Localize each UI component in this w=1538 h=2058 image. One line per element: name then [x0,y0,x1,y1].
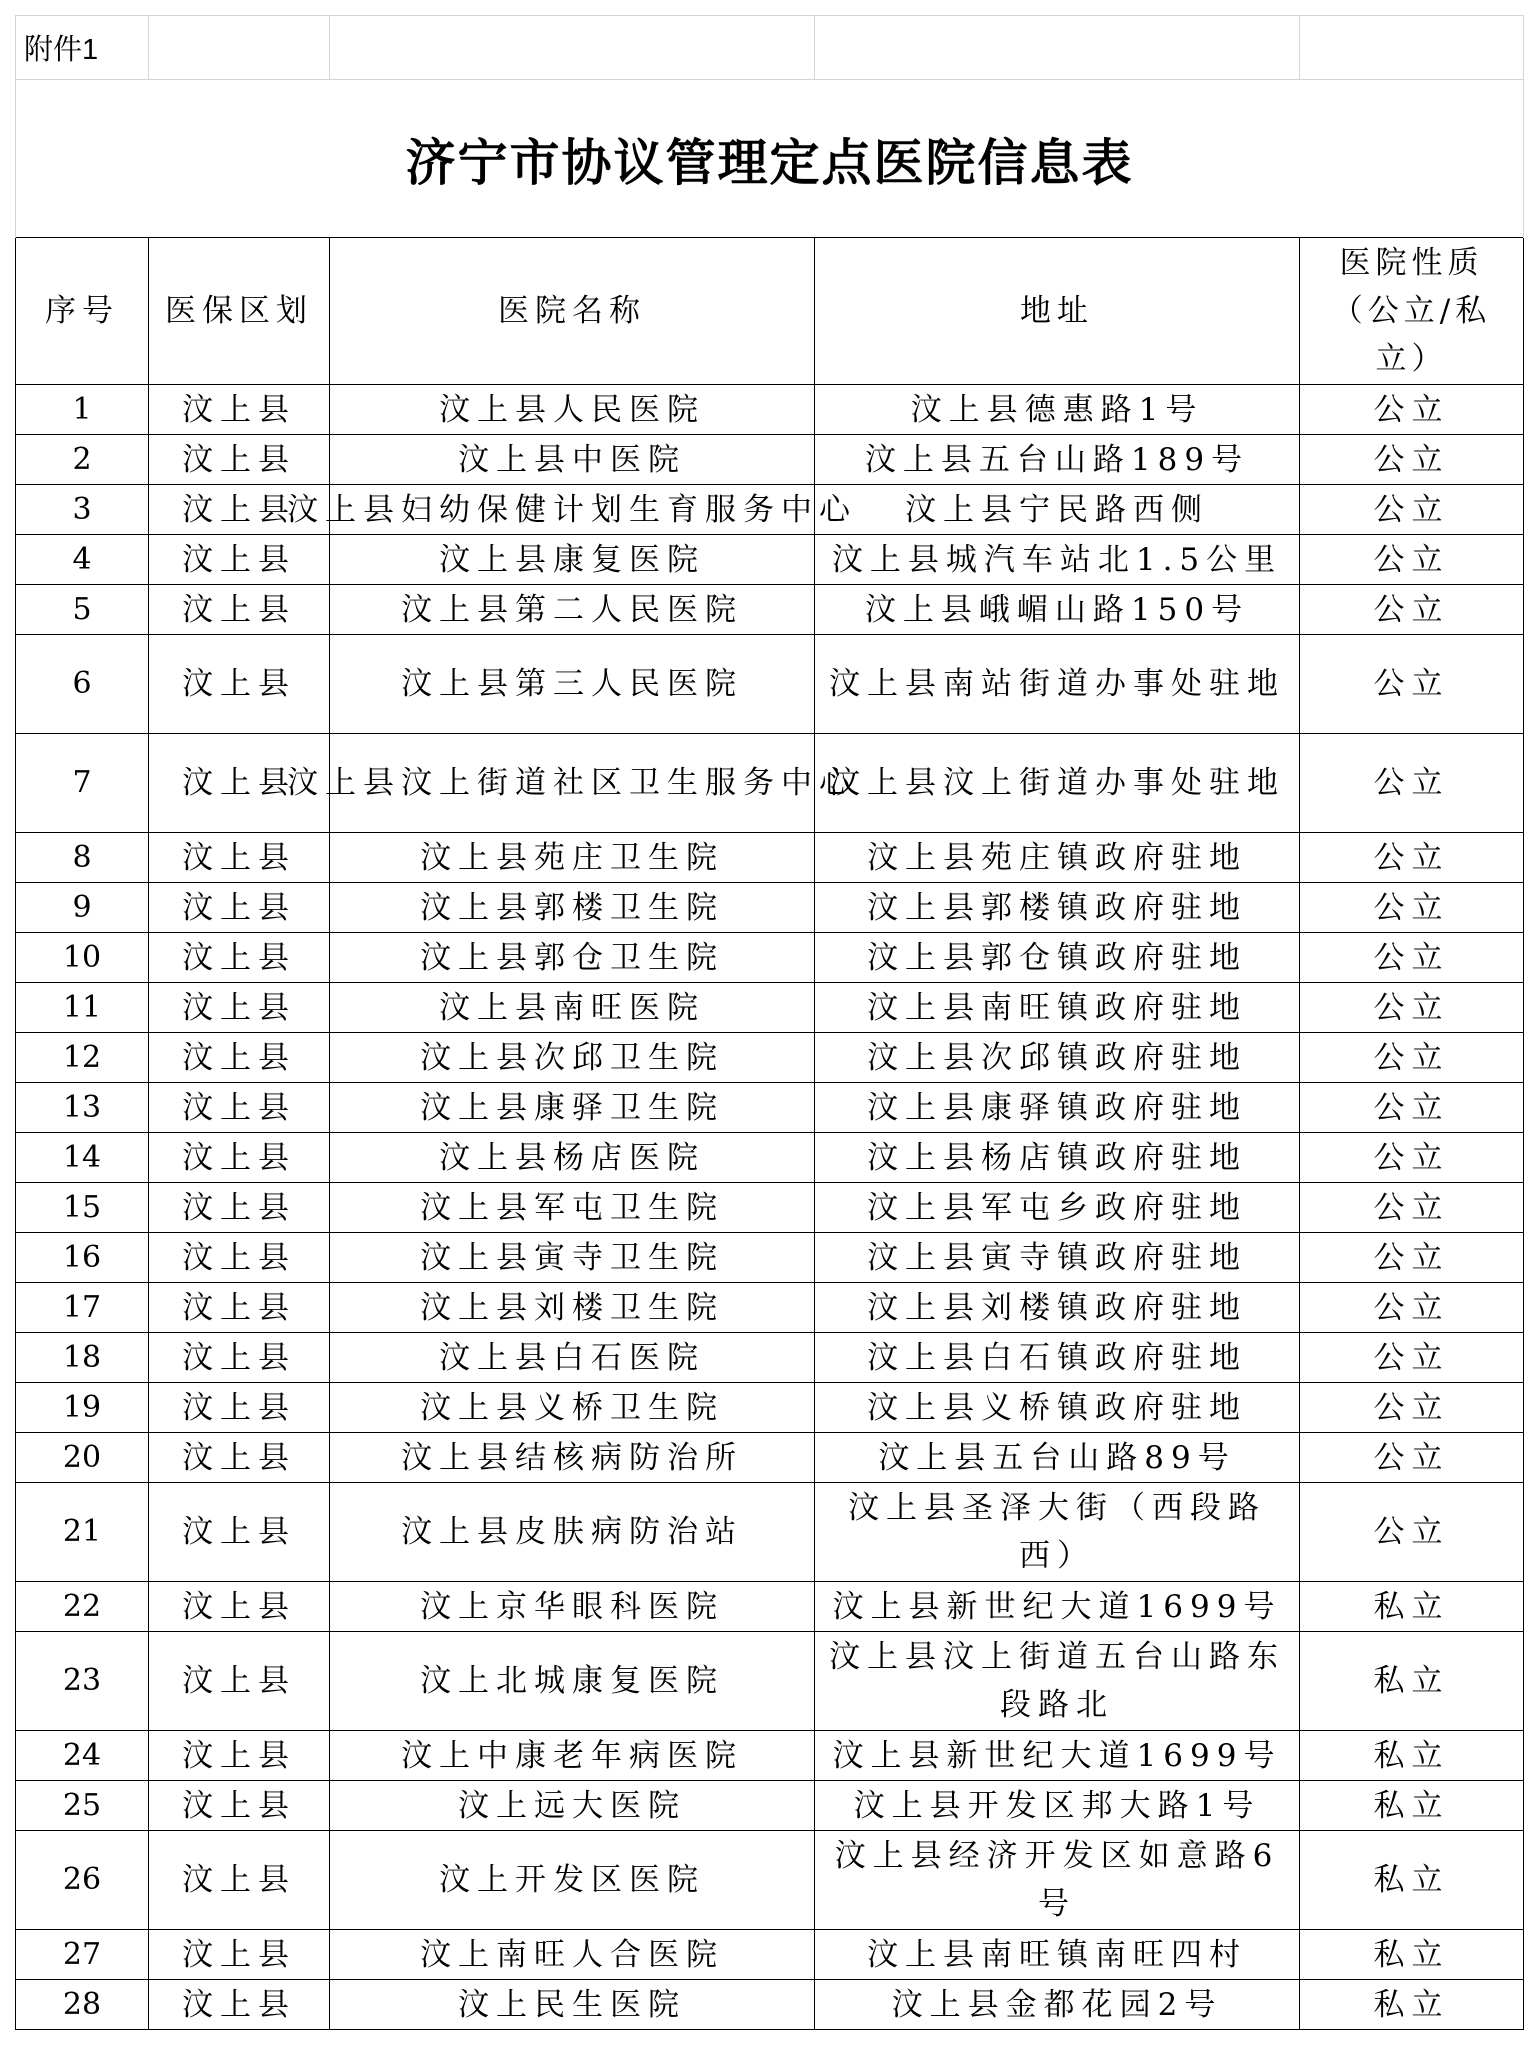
cell-seq: 15 [16,1183,149,1233]
cell-address: 汶上县金都花园2号 [815,1980,1300,2030]
cell-region: 汶上县 [149,535,330,585]
cell-nature: 公立 [1300,1333,1524,1383]
cell-nature: 公立 [1300,585,1524,635]
table-row [16,1483,1524,1582]
cell-hospital-name: 汶上县中医院 [330,435,815,485]
table-row [16,1731,1524,1781]
cell-hospital-name: 汶上县康复医院 [330,535,815,585]
cell-region: 汶上县 [149,1133,330,1183]
cell-address: 汶上县次邱镇政府驻地 [815,1033,1300,1083]
cell-seq: 11 [16,983,149,1033]
table-row [16,1283,1524,1333]
cell-seq: 7 [16,734,149,833]
table-row [16,535,1524,585]
cell-nature: 公立 [1300,1083,1524,1133]
cell-seq: 19 [16,1383,149,1433]
cell-seq: 18 [16,1333,149,1383]
cell-hospital-name: 汶上县白石医院 [330,1333,815,1383]
cell-address: 汶上县郭仓镇政府驻地 [815,933,1300,983]
cell-address: 汶上县刘楼镇政府驻地 [815,1283,1300,1333]
cell-seq: 8 [16,833,149,883]
cell-hospital-name [287,485,857,535]
cell-hospital-name: 汶上县结核病防治所 [330,1433,815,1483]
cell-region: 汶上县 [149,883,330,933]
clip-wrapper [287,486,857,534]
cell-region: 汶上县 [149,1433,330,1483]
table-row [16,1831,1524,1930]
table-row [16,1433,1524,1483]
cell-hospital-name: 汶上县义桥卫生院 [330,1383,815,1433]
cell-seq: 3 [16,485,149,535]
cell-address: 汶上县汶上街道五台山路东段路北 [815,1632,1300,1731]
cell-nature: 公立 [1300,1383,1524,1433]
empty-cell [330,16,815,80]
table-row [16,983,1524,1033]
empty-cell [1300,16,1524,80]
cell-address: 汶上县苑庄镇政府驻地 [815,833,1300,883]
cell-region: 汶上县 [149,1831,330,1930]
cell-address: 汶上县南旺镇南旺四村 [815,1930,1300,1980]
cell-region: 汶上县 [149,385,330,435]
cell-address: 汶上县开发区邦大路1号 [815,1781,1300,1831]
attachment-label: 附件1 [16,16,149,80]
cell-hospital-name: 汶上县皮肤病防治站 [330,1483,815,1582]
cell-region: 汶上县 [149,1083,330,1133]
cell-nature: 公立 [1300,983,1524,1033]
cell-nature: 公立 [1300,1433,1524,1483]
cell-address: 汶上县杨店镇政府驻地 [815,1133,1300,1183]
cell-seq: 20 [16,1433,149,1483]
cell-seq: 6 [16,635,149,734]
cell-seq: 13 [16,1083,149,1133]
cell-nature: 公立 [1300,1183,1524,1233]
cell-hospital-name: 汶上县刘楼卫生院 [330,1283,815,1333]
cell-address: 汶上县军屯乡政府驻地 [815,1183,1300,1233]
cell-seq: 23 [16,1632,149,1731]
cell-address: 汶上县宁民路西侧 [815,485,1300,535]
cell-nature: 私立 [1300,1582,1524,1632]
cell-hospital-name: 汶上开发区医院 [330,1831,815,1930]
cell-hospital-name: 汶上京华眼科医院 [330,1582,815,1632]
cell-hospital-name: 汶上县第二人民医院 [330,585,815,635]
cell-address: 汶上县城汽车站北1.5公里 [815,535,1300,585]
cell-region: 汶上县 [149,1183,330,1233]
cell-nature: 公立 [1300,833,1524,883]
cell-nature: 公立 [1300,635,1524,734]
cell-region: 汶上县 [149,1283,330,1333]
cell-address: 汶上县南旺镇政府驻地 [815,983,1300,1033]
table-row [16,883,1524,933]
cell-address: 汶上县寅寺镇政府驻地 [815,1233,1300,1283]
cell-hospital-name: 汶上县次邱卫生院 [330,1033,815,1083]
cell-address: 汶上县义桥镇政府驻地 [815,1383,1300,1433]
cell-hospital-name: 汶上民生医院 [330,1980,815,2030]
cell-seq: 4 [16,535,149,585]
table-row [16,385,1524,435]
cell-region: 汶上县 [149,585,330,635]
cell-seq: 14 [16,1133,149,1183]
table-row [16,1333,1524,1383]
cell-nature: 私立 [1300,1731,1524,1781]
clip-wrapper [287,759,857,807]
clipped-text: 汶上县汶上街道社区卫生服务中心 [287,765,857,801]
cell-nature: 私立 [1300,1831,1524,1930]
cell-hospital-name: 汶上县郭仓卫生院 [330,933,815,983]
cell-address: 汶上县康驿镇政府驻地 [815,1083,1300,1133]
cell-address: 汶上县圣泽大街（西段路西） [815,1483,1300,1582]
table-row [16,1383,1524,1433]
table-row [16,1033,1524,1083]
cell-nature: 私立 [1300,1632,1524,1731]
cell-nature: 公立 [1300,883,1524,933]
cell-hospital-name: 汶上县第三人民医院 [330,635,815,734]
cell-region: 汶上县 [149,1483,330,1582]
cell-region: 汶上县 [149,485,330,535]
cell-address: 汶上县汶上街道办事处驻地 [815,734,1300,833]
cell-seq: 10 [16,933,149,983]
cell-address: 汶上县新世纪大道1699号 [815,1731,1300,1781]
cell-nature: 私立 [1300,1980,1524,2030]
cell-hospital-name: 汶上北城康复医院 [330,1632,815,1731]
table-row [16,1930,1524,1980]
cell-nature: 公立 [1300,734,1524,833]
cell-seq: 22 [16,1582,149,1632]
cell-region: 汶上县 [149,1333,330,1383]
cell-address: 汶上县白石镇政府驻地 [815,1333,1300,1383]
table-row [16,1632,1524,1731]
cell-nature: 私立 [1300,1930,1524,1980]
title-row [16,80,1524,238]
cell-region: 汶上县 [149,435,330,485]
cell-nature: 私立 [1300,1781,1524,1831]
cell-nature: 公立 [1300,435,1524,485]
table-row [16,1083,1524,1133]
table-row [16,585,1524,635]
cell-seq: 24 [16,1731,149,1781]
cell-region: 汶上县 [149,635,330,734]
empty-cell [149,16,330,80]
header-seq: 序号 [16,238,149,385]
cell-address: 汶上县经济开发区如意路6号 [815,1831,1300,1930]
cell-region: 汶上县 [149,1781,330,1831]
cell-seq: 2 [16,435,149,485]
header-region: 医保区划 [149,238,330,385]
cell-region: 汶上县 [149,734,330,833]
cell-hospital-name: 汶上中康老年病医院 [330,1731,815,1781]
table-row [16,485,1524,535]
cell-region: 汶上县 [149,1930,330,1980]
cell-address: 汶上县德惠路1号 [815,385,1300,435]
cell-region: 汶上县 [149,1582,330,1632]
cell-address: 汶上县南站街道办事处驻地 [815,635,1300,734]
cell-seq: 16 [16,1233,149,1283]
table-row [16,1233,1524,1283]
cell-seq: 28 [16,1980,149,2030]
cell-nature: 公立 [1300,933,1524,983]
cell-seq: 26 [16,1831,149,1930]
table-row [16,1133,1524,1183]
cell-nature: 公立 [1300,535,1524,585]
table-row [16,1781,1524,1831]
cell-nature: 公立 [1300,1483,1524,1582]
table-row [16,734,1524,833]
header-nature: 医院性质（公立/私立） [1300,238,1524,385]
cell-region: 汶上县 [149,1731,330,1781]
table-row [16,1183,1524,1233]
cell-seq: 9 [16,883,149,933]
cell-nature: 公立 [1300,485,1524,535]
cell-seq: 21 [16,1483,149,1582]
table-row [16,1582,1524,1632]
cell-region: 汶上县 [149,983,330,1033]
cell-nature: 公立 [1300,1033,1524,1083]
cell-seq: 12 [16,1033,149,1083]
table-row [16,435,1524,485]
table-row [16,933,1524,983]
cell-seq: 5 [16,585,149,635]
header-row [16,238,1524,385]
cell-address: 汶上县新世纪大道1699号 [815,1582,1300,1632]
header-address: 地址 [815,238,1300,385]
cell-hospital-name: 汶上南旺人合医院 [330,1930,815,1980]
cell-hospital-name: 汶上县杨店医院 [330,1133,815,1183]
cell-region: 汶上县 [149,1233,330,1283]
cell-nature: 公立 [1300,1283,1524,1333]
table-row [16,635,1524,734]
cell-hospital-name: 汶上县苑庄卫生院 [330,833,815,883]
cell-region: 汶上县 [149,1980,330,2030]
cell-seq: 25 [16,1781,149,1831]
cell-seq: 27 [16,1930,149,1980]
cell-nature: 公立 [1300,385,1524,435]
cell-seq: 1 [16,385,149,435]
cell-hospital-name: 汶上县人民医院 [330,385,815,435]
header-name: 医院名称 [330,238,815,385]
cell-hospital-name [287,734,857,833]
empty-cell [815,16,1300,80]
clipped-text: 汶上县妇幼保健计划生育服务中心 [287,491,857,528]
cell-nature: 公立 [1300,1133,1524,1183]
hospital-table [15,15,1524,2030]
cell-hospital-name: 汶上县南旺医院 [330,983,815,1033]
cell-address: 汶上县五台山路189号 [815,435,1300,485]
cell-region: 汶上县 [149,1383,330,1433]
cell-hospital-name: 汶上远大医院 [330,1781,815,1831]
cell-hospital-name: 汶上县军屯卫生院 [330,1183,815,1233]
attachment-row [16,16,1524,80]
cell-hospital-name: 汶上县寅寺卫生院 [330,1233,815,1283]
cell-seq: 17 [16,1283,149,1333]
cell-region: 汶上县 [149,1033,330,1083]
cell-hospital-name: 汶上县郭楼卫生院 [330,883,815,933]
cell-address: 汶上县五台山路89号 [815,1433,1300,1483]
page-title: 济宁市协议管理定点医院信息表 [16,80,1524,238]
table-row [16,1980,1524,2030]
cell-nature: 公立 [1300,1233,1524,1283]
cell-region: 汶上县 [149,833,330,883]
table-row [16,833,1524,883]
cell-address: 汶上县峨嵋山路150号 [815,585,1300,635]
cell-region: 汶上县 [149,933,330,983]
cell-address: 汶上县郭楼镇政府驻地 [815,883,1300,933]
cell-hospital-name: 汶上县康驿卫生院 [330,1083,815,1133]
cell-region: 汶上县 [149,1632,330,1731]
